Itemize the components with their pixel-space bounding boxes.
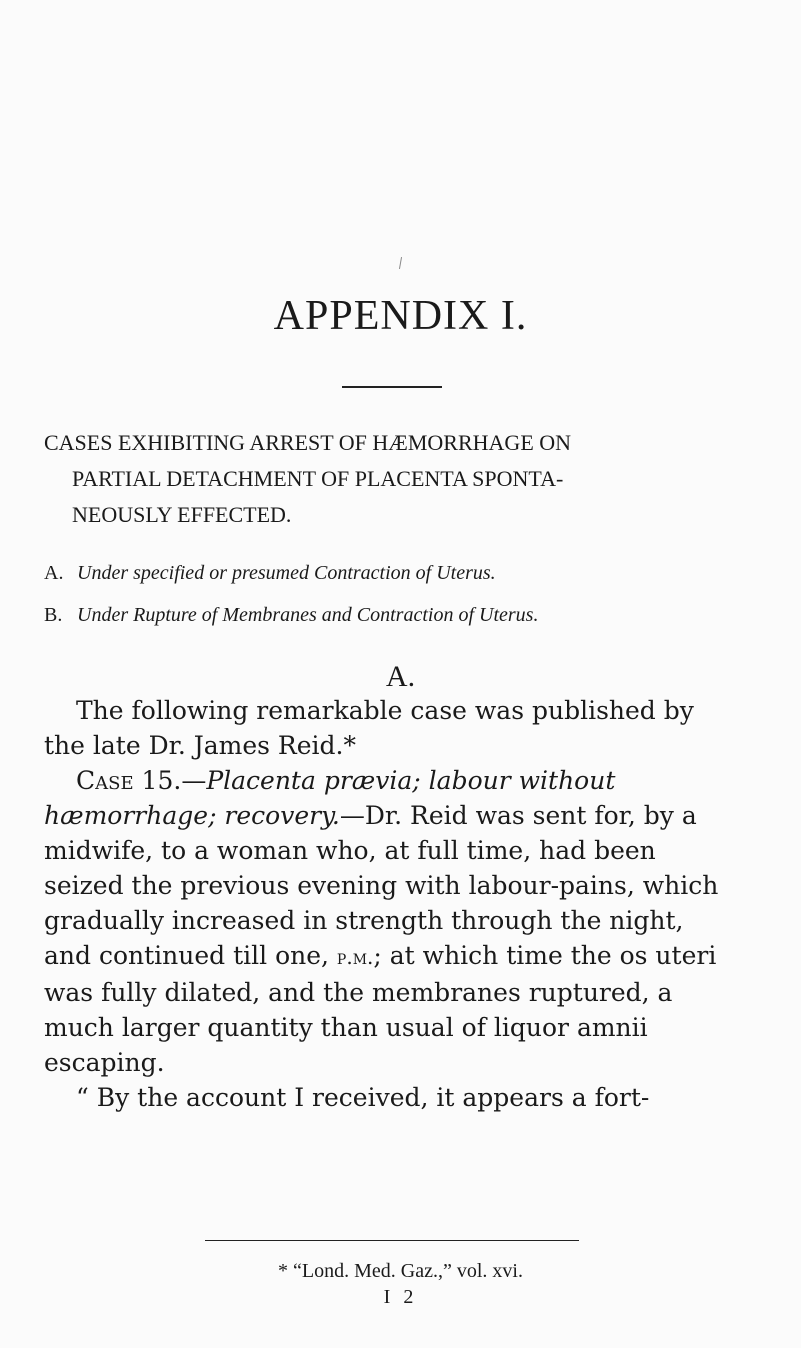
case-title: Placenta prævia; labour without hæmorrhage; recovery. bbox=[44, 766, 616, 830]
section-letter: A. bbox=[385, 660, 416, 693]
toc-item-b bbox=[44, 604, 764, 627]
toc-item-a-text: Under specified or presumed Contraction of Uterus. bbox=[77, 562, 496, 584]
footnote-rule bbox=[205, 1240, 579, 1241]
footnote: * “Lond. Med. Gaz.,” vol. xvi. bbox=[278, 1260, 523, 1282]
title-rule bbox=[342, 386, 442, 388]
case-dash: — bbox=[181, 766, 207, 795]
page-title: APPENDIX I. bbox=[273, 293, 528, 339]
case-body-1: —Dr. Reid was sent for, by a midwife, to a woman who, at full time, had been seized the previous evening with labour-pains, which gradually increased in strength through the night, and continued till one, bbox=[44, 801, 719, 970]
toc-item-a-letter: A. bbox=[44, 562, 64, 584]
case-time: p.m. bbox=[336, 945, 374, 969]
toc-item-b-text: Under Rupture of Membranes and Contraction of Uterus. bbox=[77, 604, 539, 626]
case-body-2: ; at which time the os uteri was fully dilated, and the membranes ruptured, a much larger quantity than usual of liquor amnii escaping. bbox=[44, 941, 717, 1077]
paragraph-account: “ By the account I received, it appears a fort- bbox=[76, 1083, 650, 1112]
paragraph-intro: The following remarkable case was published by the late Dr. James Reid.* bbox=[44, 696, 694, 760]
section-heading bbox=[44, 425, 724, 533]
stray-mark bbox=[399, 257, 402, 269]
heading-line-3: NEOUSLY EFFECTED. bbox=[72, 502, 292, 527]
heading-line-1: CASES EXHIBITING ARREST OF HÆMORRHAGE ON bbox=[44, 430, 572, 455]
toc-item-b-letter: B. bbox=[44, 604, 63, 626]
paragraph-case bbox=[44, 763, 734, 1080]
case-label: Case 15. bbox=[76, 766, 182, 795]
heading-line-2: PARTIAL DETACHMENT OF PLACENTA SPONTA- bbox=[72, 466, 564, 491]
body-text bbox=[44, 693, 734, 1115]
signature-mark: I 2 bbox=[383, 1286, 418, 1308]
toc-item-a bbox=[44, 562, 764, 585]
